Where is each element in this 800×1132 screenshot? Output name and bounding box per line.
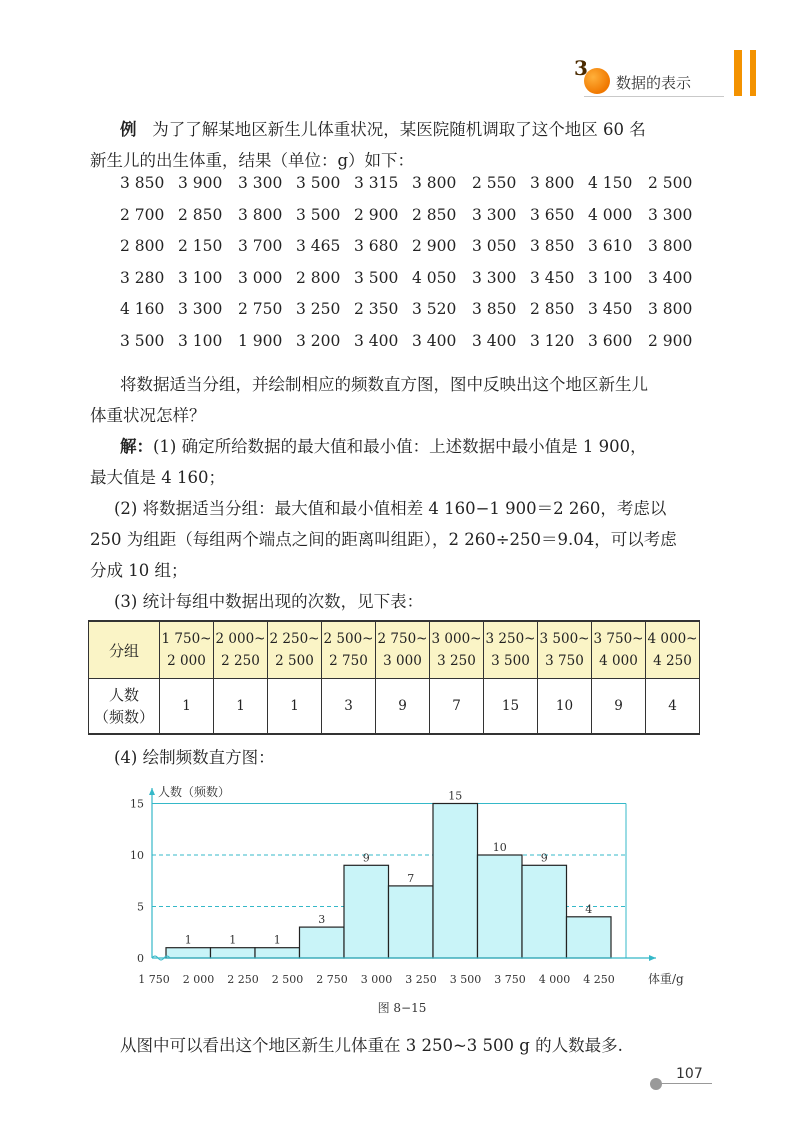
page-dot: [650, 1078, 662, 1090]
histogram-bar: [433, 804, 478, 959]
data-value: 2 850: [412, 205, 457, 224]
data-value: 3 800: [530, 174, 575, 192]
data-row: [120, 332, 720, 364]
y-axis-arrow: [149, 788, 155, 795]
x-tick-label: 4 250: [583, 973, 615, 986]
data-value: 3 500: [354, 268, 399, 287]
data-value: 3 520: [412, 300, 457, 318]
histogram-bar: [389, 886, 434, 958]
bar-value-label: 1: [273, 933, 281, 947]
x-tick-label: 3 250: [405, 973, 437, 986]
solution-step-1: [120, 433, 647, 457]
data-value: 3 280: [120, 268, 165, 287]
solution-step-1-text: (1) 确定所给数据的最大值和最小值：上述数据中最小值是 1 900，: [153, 437, 647, 456]
table-cell-count: 1: [268, 679, 322, 735]
data-value: 3 200: [296, 331, 341, 350]
table-cell-count: 1: [160, 679, 214, 735]
frequency-histogram: [118, 776, 698, 1026]
data-value: 3 100: [588, 268, 633, 287]
header-rule: [584, 96, 724, 97]
table-cell-group: 3 250~ 3 500: [484, 621, 538, 679]
histogram-bar: [166, 948, 211, 958]
task-line-1: 将数据适当分组，并绘制相应的频数直方图，图中反映出这个地区新生儿: [120, 375, 648, 394]
data-value: 2 900: [648, 331, 693, 350]
data-value: 3 000: [238, 268, 283, 287]
solution-step-3: (3) 统计每组中数据出现的次数，见下表：: [114, 592, 424, 611]
table-cell-group: 2 500~ 2 750: [322, 621, 376, 679]
data-value: 2 150: [178, 237, 223, 255]
histogram-bar: [211, 948, 256, 958]
bar-value-label: 1: [184, 933, 192, 947]
data-value: 3 120: [530, 331, 575, 350]
table-row-groups: [89, 621, 700, 679]
header-bar: [750, 50, 756, 96]
data-value: 3 680: [354, 237, 399, 255]
table-header-count: 人数 （频数）: [89, 679, 160, 735]
x-tick-label: 3 000: [360, 973, 393, 986]
histogram-bar: [344, 865, 389, 958]
bar-value-label: 10: [492, 841, 507, 854]
x-tick-label: 2 000: [182, 973, 215, 986]
x-tick-label: 2 250: [227, 973, 259, 986]
data-value: 4 150: [588, 174, 633, 192]
example-line-2: 新生儿的出生体重，结果（单位：g）如下：: [90, 151, 415, 170]
data-value: 3 850: [120, 174, 165, 192]
data-value: 3 300: [472, 205, 517, 224]
data-value: 3 600: [588, 331, 633, 350]
figure-caption: 图 8−15: [377, 1001, 427, 1015]
table-header-group: 分组: [89, 621, 160, 679]
data-value: 3 500: [296, 205, 341, 224]
data-value: 3 800: [648, 237, 693, 255]
data-row: [120, 269, 720, 301]
y-axis-label: 人数（频数）: [158, 785, 231, 799]
data-value: 3 315: [354, 174, 399, 192]
example-label: 例: [120, 120, 137, 139]
data-value: 3 400: [412, 331, 457, 350]
table-cell-group: 4 000~ 4 250: [646, 621, 700, 679]
histogram-bar: [478, 855, 523, 958]
page-number: 107: [676, 1066, 703, 1082]
data-value: 2 850: [530, 300, 575, 318]
conclusion-text: 从图中可以看出这个地区新生儿体重在 3 250~3 500 g 的人数最多.: [120, 1036, 623, 1055]
data-value: 3 800: [412, 174, 457, 192]
x-tick-label: 1 750: [138, 973, 170, 986]
data-value: 4 050: [412, 268, 457, 287]
data-value: 3 250: [296, 300, 341, 318]
solution-step-4: (4) 绘制频数直方图：: [114, 748, 275, 767]
table-cell-group: 3 000~ 3 250: [430, 621, 484, 679]
x-tick-label: 2 750: [316, 973, 348, 986]
data-value: 2 800: [296, 268, 341, 287]
data-value: 3 800: [238, 205, 283, 224]
data-value: 3 800: [648, 300, 693, 318]
data-value: 3 700: [238, 237, 283, 255]
data-value: 3 100: [178, 268, 223, 287]
data-value: 2 550: [472, 174, 517, 192]
table-cell-group: 1 750~ 2 000: [160, 621, 214, 679]
page-rule: [658, 1083, 712, 1084]
data-value: 2 850: [178, 205, 223, 224]
data-value: 3 465: [296, 237, 341, 255]
data-value: 3 850: [530, 237, 575, 255]
table-cell-group: 2 250~ 2 500: [268, 621, 322, 679]
x-tick-label: 4 000: [538, 973, 571, 986]
table-cell-count: 10: [538, 679, 592, 735]
data-row: [120, 174, 720, 206]
data-value: 3 500: [120, 331, 165, 350]
data-value: 3 450: [530, 268, 575, 287]
data-value: 3 400: [648, 268, 693, 287]
table-cell-count: 9: [376, 679, 430, 735]
table-cell-count: 7: [430, 679, 484, 735]
solution-step-2-cont: 250 为组距（每组两个端点之间的距离叫组距），2 260÷250＝9.04，可以考虑: [90, 530, 677, 549]
data-value: 2 700: [120, 205, 165, 224]
data-row: [120, 300, 720, 332]
solution-step-2-cont2: 分成 10 组；: [90, 561, 188, 580]
data-value: 3 400: [354, 331, 399, 350]
table-cell-count: 9: [592, 679, 646, 735]
data-value: 3 850: [472, 300, 517, 318]
x-tick-label: 3 750: [494, 973, 526, 986]
histogram-bar: [522, 865, 567, 958]
bar-value-label: 7: [407, 871, 415, 885]
example-line-1: [120, 116, 646, 140]
raw-data-grid: [120, 174, 720, 363]
data-value: 3 650: [530, 205, 575, 224]
example-text-1: 为了了解某地区新生儿体重状况，某医院随机调取了这个地区 60 名: [152, 120, 646, 139]
data-value: 2 350: [354, 300, 399, 318]
table-cell-count: 4: [646, 679, 700, 735]
data-value: 1 900: [238, 331, 283, 350]
data-value: 4 000: [588, 205, 633, 224]
x-axis-label: 体重/g: [648, 972, 684, 986]
data-value: 2 900: [354, 205, 399, 224]
frequency-table: [88, 620, 700, 735]
table-cell-group: 2 000~ 2 250: [214, 621, 268, 679]
data-row: [120, 206, 720, 238]
data-value: 3 300: [472, 268, 517, 287]
solution-step-1-cont: 最大值是 4 160；: [90, 468, 225, 487]
data-value: 3 400: [472, 331, 517, 350]
bar-value-label: 1: [229, 933, 237, 947]
chapter-title: 数据的表示: [616, 74, 692, 92]
data-value: 2 500: [648, 174, 693, 192]
bar-value-label: 4: [585, 902, 593, 916]
table-cell-group: 2 750~ 3 000: [376, 621, 430, 679]
data-value: 2 900: [412, 237, 457, 255]
task-line-2: 体重状况怎样？: [90, 406, 206, 425]
table-cell-count: 3: [322, 679, 376, 735]
data-value: 3 050: [472, 237, 517, 255]
bar-value-label: 9: [362, 851, 370, 865]
histogram-bar: [255, 948, 300, 958]
bar-value-label: 9: [540, 851, 548, 865]
bar-value-label: 3: [318, 913, 326, 927]
page-number-block: [640, 1066, 720, 1096]
y-tick-label: 5: [137, 900, 144, 914]
table-cell-group: 3 750~ 4 000: [592, 621, 646, 679]
data-value: 2 750: [238, 300, 283, 318]
header-bar: [734, 50, 742, 96]
y-tick-label: 10: [130, 849, 144, 862]
data-value: 3 300: [648, 205, 693, 224]
data-value: 3 900: [178, 174, 223, 192]
histogram-bar: [300, 927, 345, 958]
data-row: [120, 237, 720, 269]
x-tick-label: 3 500: [449, 973, 482, 986]
table-cell-count: 1: [214, 679, 268, 735]
y-tick-label: 0: [137, 952, 144, 965]
data-value: 3 100: [178, 331, 223, 350]
solution-label: 解：: [120, 437, 153, 456]
bar-value-label: 15: [448, 789, 463, 803]
data-value: 3 300: [238, 174, 283, 192]
data-value: 2 800: [120, 237, 165, 255]
data-value: 3 500: [296, 174, 341, 192]
data-value: 4 160: [120, 300, 165, 318]
x-tick-label: 2 500: [271, 973, 304, 986]
data-value: 3 610: [588, 237, 633, 255]
data-value: 3 300: [178, 300, 223, 318]
table-row-counts: [89, 679, 700, 735]
histogram-bar: [567, 917, 612, 958]
solution-step-2: (2) 将数据适当分组：最大值和最小值相差 4 160−1 900＝2 260，考虑以: [114, 499, 667, 518]
y-tick-label: 15: [130, 797, 144, 811]
table-cell-group: 3 500~ 3 750: [538, 621, 592, 679]
data-value: 3 450: [588, 300, 633, 318]
chapter-number: 3: [574, 56, 588, 80]
x-axis-arrow: [649, 955, 656, 961]
chapter-header: [574, 56, 734, 96]
table-cell-count: 15: [484, 679, 538, 735]
